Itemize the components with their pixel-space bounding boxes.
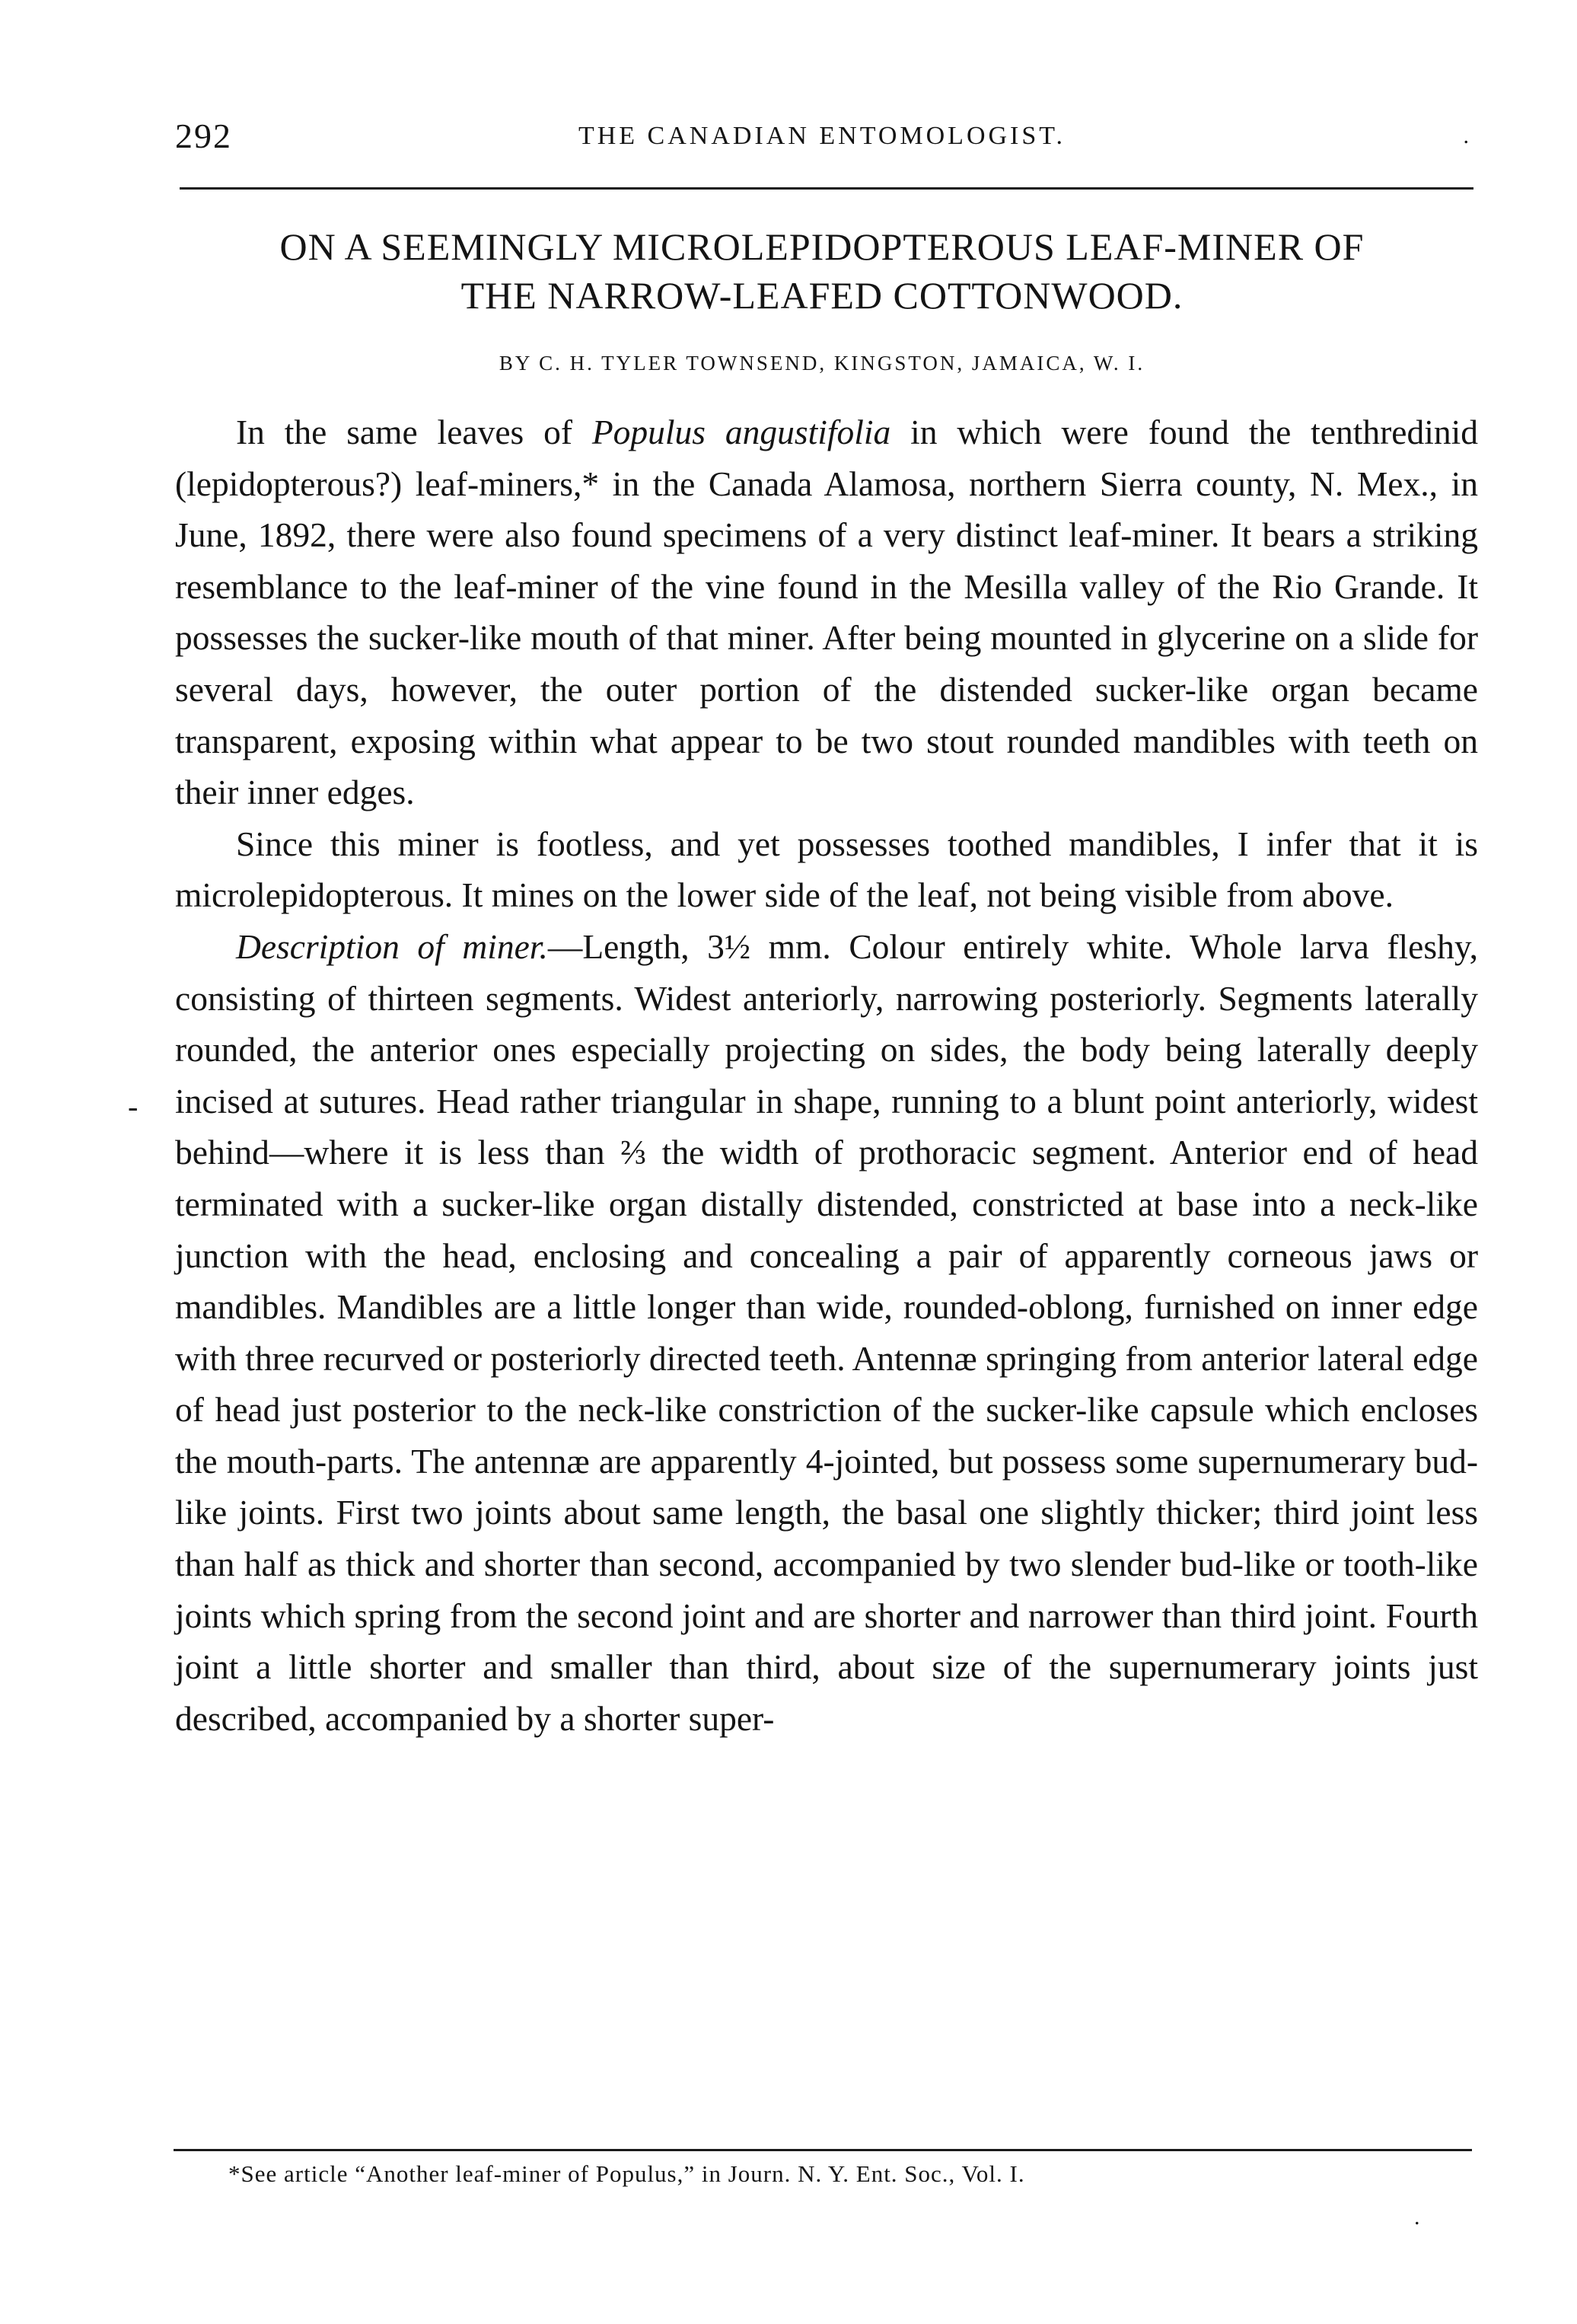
header-rule: [180, 187, 1473, 190]
article-body: [175, 406, 1478, 1744]
article-title-line-1: ON A SEEMINGLY MICROLEPIDOPTEROUS LEAF-MINER OF: [279, 225, 1365, 268]
article-title-line-2: THE NARROW-LEAFED COTTONWOOD.: [460, 274, 1184, 317]
description-heading: Description of miner.: [236, 926, 548, 966]
paragraph-1-start: In the same leaves of: [236, 413, 592, 451]
description-body: —Length, 3½ mm. Colour entirely white. Whole larva fleshy, consisting of thirteen segments. Widest anteriorly, narrowing posteriorly. Segments laterally rounded, the anterior ones especially projecting on sides, the body being laterally deeply incised at sutures. Head rather triangular in shape, running to a blunt point anteriorly, widest behind—where it is less than ⅔ the width of prothoracic segment. Anterior end of head terminated with a sucker-like organ distally distended, constricted at base into a neck-like junction with the head, enclosing and concealing a pair of apparently corneous jaws or mandibles. Mandibles are a little longer than wide, rounded-oblong, furnished on inner edge with three recurved or posteriorly directed teeth. Antennæ springing from anterior lateral edge of head just posterior to the neck-like constriction of the sucker-like capsule which encloses the mouth-parts. The antennæ are apparently 4-jointed, but possess some supernumerary bud-like joints. First two joints about same length, the basal one slightly thicker; third joint less than half as thick and shorter than second, accompanied by two slender bud-like or tooth-like joints which spring from the second joint and are shorter and narrower than third joint. Fourth joint a little shorter and smaller than third, about size of the supernumerary joints just described, accompanied by a shorter super-: [175, 926, 1478, 1738]
paragraph-3: [175, 921, 1478, 1745]
running-head-mark: .: [1463, 123, 1469, 148]
running-head: [175, 116, 1469, 161]
footnote-rule: [174, 2149, 1472, 2151]
paragraph-2: Since this miner is footless, and yet possesses toothed mandibles, I infer that it is microlepidopterous. It mines on the lower side of the leaf, not being visible from above.: [175, 824, 1478, 915]
species-name: Populus angustifolia: [591, 413, 891, 451]
margin-mark: -: [128, 1089, 139, 1124]
page-number: 292: [175, 116, 232, 155]
author-byline: BY C. H. TYLER TOWNSEND, KINGSTON, JAMAICA, W. I.: [499, 352, 1145, 375]
paragraph-1-rest: in which were found the tenthredinid (lepidopterous?) leaf-miners,* in the Canada Alamosa, northern Sierra county, N. Mex., in June, 1892, there were also found specimens of a very distinct leaf-miner. It bears a striking resemblance to the leaf-miner of the vine found in the Mesilla valley of the Rio Grande. It possesses the sucker-like mouth of that miner. After being mounted in glycerine on a slide for several days, however, the outer portion of the distended sucker-like organ became transparent, exposing within what appear to be two stout rounded mandibles with teeth on their inner edges.: [175, 413, 1479, 812]
footnote: *See article “Another leaf-miner of Populus,” in Journ. N. Y. Ent. Soc., Vol. I.: [228, 2160, 1025, 2187]
paragraph-1: [175, 406, 1478, 818]
journal-title: THE CANADIAN ENTOMOLOGIST.: [578, 122, 1066, 150]
article-title: [152, 222, 1492, 320]
footnote-stray-mark: .: [1414, 2204, 1420, 2230]
